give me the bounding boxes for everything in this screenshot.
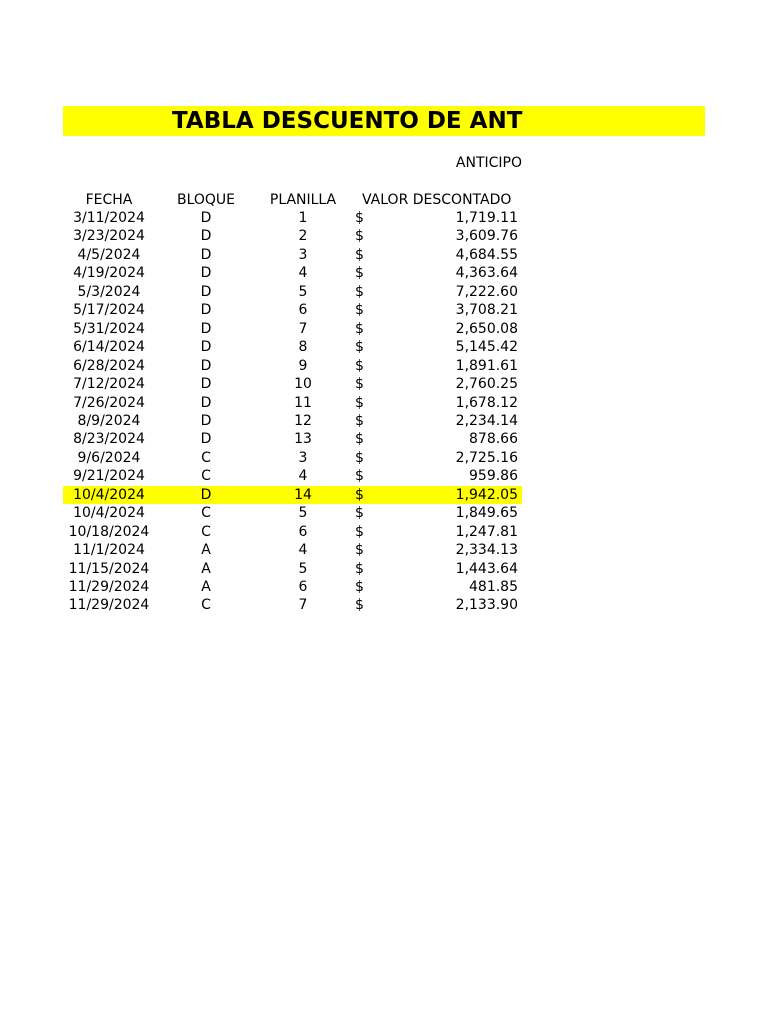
cell-bloque: C — [201, 505, 211, 521]
cell-fecha: 11/29/2024 — [68, 579, 150, 595]
cell-bloque: C — [201, 597, 211, 613]
cell-valor: 4,684.55 — [455, 247, 518, 263]
cell-currency: $ — [355, 247, 364, 263]
cell-currency: $ — [355, 597, 364, 613]
cell-valor: 5,145.42 — [455, 339, 518, 355]
cell-planilla: 5 — [298, 284, 308, 300]
cell-fecha: 10/4/2024 — [73, 487, 145, 503]
anticipo-label: ANTICIPO — [455, 155, 522, 171]
cell-valor: 7,222.60 — [455, 284, 518, 300]
cell-valor: 481.85 — [469, 579, 518, 595]
cell-bloque: C — [201, 468, 211, 484]
cell-valor: 1,719.11 — [455, 210, 518, 226]
cell-valor: 1,891.61 — [455, 358, 518, 374]
cell-currency: $ — [355, 395, 364, 411]
cell-fecha: 9/6/2024 — [77, 450, 141, 466]
cell-valor: 3,708.21 — [455, 302, 518, 318]
cell-valor: 1,443.64 — [455, 561, 518, 577]
cell-currency: $ — [355, 413, 364, 429]
cell-currency: $ — [355, 210, 364, 226]
cell-bloque: C — [201, 450, 211, 466]
cell-fecha: 4/19/2024 — [73, 265, 145, 281]
cell-planilla: 4 — [298, 265, 308, 281]
cell-valor: 2,133.90 — [455, 597, 518, 613]
cell-planilla: 2 — [298, 228, 308, 244]
cell-planilla: 1 — [298, 210, 308, 226]
cell-bloque: D — [200, 284, 212, 300]
cell-planilla: 5 — [298, 505, 308, 521]
cell-valor: 1,247.81 — [455, 524, 518, 540]
cell-bloque: D — [200, 302, 212, 318]
cell-fecha: 4/5/2024 — [77, 247, 141, 263]
cell-currency: $ — [355, 321, 364, 337]
cell-valor: 878.66 — [469, 431, 518, 447]
cell-valor: 2,650.08 — [455, 321, 518, 337]
cell-currency: $ — [355, 505, 364, 521]
cell-bloque: A — [201, 579, 211, 595]
cell-valor: 1,942.05 — [455, 487, 518, 503]
cell-fecha: 3/11/2024 — [73, 210, 145, 226]
cell-bloque: D — [200, 321, 212, 337]
cell-currency: $ — [355, 431, 364, 447]
cell-planilla: 6 — [298, 302, 308, 318]
cell-planilla: 7 — [298, 321, 308, 337]
cell-fecha: 10/18/2024 — [68, 524, 150, 540]
cell-fecha: 3/23/2024 — [73, 228, 145, 244]
cell-valor: 1,678.12 — [455, 395, 518, 411]
cell-bloque: C — [201, 524, 211, 540]
cell-planilla: 5 — [298, 561, 308, 577]
header-planilla: PLANILLA — [269, 192, 337, 208]
cell-bloque: D — [200, 413, 212, 429]
cell-planilla: 3 — [298, 450, 308, 466]
cell-fecha: 7/26/2024 — [73, 395, 145, 411]
cell-fecha: 11/29/2024 — [68, 597, 150, 613]
cell-currency: $ — [355, 579, 364, 595]
cell-fecha: 11/15/2024 — [68, 561, 150, 577]
cell-valor: 2,760.25 — [455, 376, 518, 392]
cell-currency: $ — [355, 542, 364, 558]
cell-fecha: 8/9/2024 — [77, 413, 141, 429]
cell-fecha: 6/14/2024 — [73, 339, 145, 355]
header-bloque: BLOQUE — [176, 192, 236, 208]
cell-bloque: A — [201, 561, 211, 577]
cell-planilla: 13 — [294, 431, 312, 447]
cell-planilla: 4 — [298, 468, 308, 484]
cell-currency: $ — [355, 228, 364, 244]
cell-currency: $ — [355, 339, 364, 355]
cell-fecha: 6/28/2024 — [73, 358, 145, 374]
cell-fecha: 5/31/2024 — [73, 321, 145, 337]
cell-valor: 1,849.65 — [455, 505, 518, 521]
cell-currency: $ — [355, 561, 364, 577]
header-valor-descontado: VALOR DESCONTADO — [362, 192, 512, 208]
cell-bloque: A — [201, 542, 211, 558]
cell-bloque: D — [200, 358, 212, 374]
cell-currency: $ — [355, 524, 364, 540]
cell-bloque: D — [200, 228, 212, 244]
cell-currency: $ — [355, 284, 364, 300]
cell-planilla: 7 — [298, 597, 308, 613]
cell-planilla: 3 — [298, 247, 308, 263]
cell-planilla: 9 — [298, 358, 308, 374]
cell-planilla: 8 — [298, 339, 308, 355]
cell-fecha: 5/17/2024 — [73, 302, 145, 318]
cell-bloque: D — [200, 339, 212, 355]
cell-planilla: 6 — [298, 524, 308, 540]
cell-currency: $ — [355, 376, 364, 392]
cell-bloque: D — [200, 431, 212, 447]
cell-valor: 4,363.64 — [455, 265, 518, 281]
cell-currency: $ — [355, 302, 364, 318]
cell-fecha: 10/4/2024 — [73, 505, 145, 521]
cell-fecha: 5/3/2024 — [77, 284, 141, 300]
cell-planilla: 14 — [294, 487, 312, 503]
cell-planilla: 10 — [294, 376, 312, 392]
header-fecha: FECHA — [85, 192, 133, 208]
cell-planilla: 4 — [298, 542, 308, 558]
cell-bloque: D — [200, 210, 212, 226]
cell-valor: 2,334.13 — [455, 542, 518, 558]
cell-currency: $ — [355, 265, 364, 281]
cell-planilla: 6 — [298, 579, 308, 595]
cell-bloque: D — [200, 487, 212, 503]
cell-currency: $ — [355, 487, 364, 503]
cell-bloque: D — [200, 376, 212, 392]
cell-fecha: 7/12/2024 — [73, 376, 145, 392]
cell-bloque: D — [200, 265, 212, 281]
cell-bloque: D — [200, 395, 212, 411]
cell-currency: $ — [355, 468, 364, 484]
cell-fecha: 11/1/2024 — [73, 542, 145, 558]
cell-planilla: 12 — [294, 413, 312, 429]
cell-fecha: 8/23/2024 — [73, 431, 145, 447]
cell-currency: $ — [355, 358, 364, 374]
cell-valor: 959.86 — [469, 468, 518, 484]
cell-valor: 2,234.14 — [455, 413, 518, 429]
cell-fecha: 9/21/2024 — [73, 468, 145, 484]
sheet-title: TABLA DESCUENTO DE ANT — [172, 108, 523, 134]
cell-valor: 3,609.76 — [455, 228, 518, 244]
cell-valor: 2,725.16 — [455, 450, 518, 466]
cell-bloque: D — [200, 247, 212, 263]
cell-currency: $ — [355, 450, 364, 466]
cell-planilla: 11 — [294, 395, 312, 411]
